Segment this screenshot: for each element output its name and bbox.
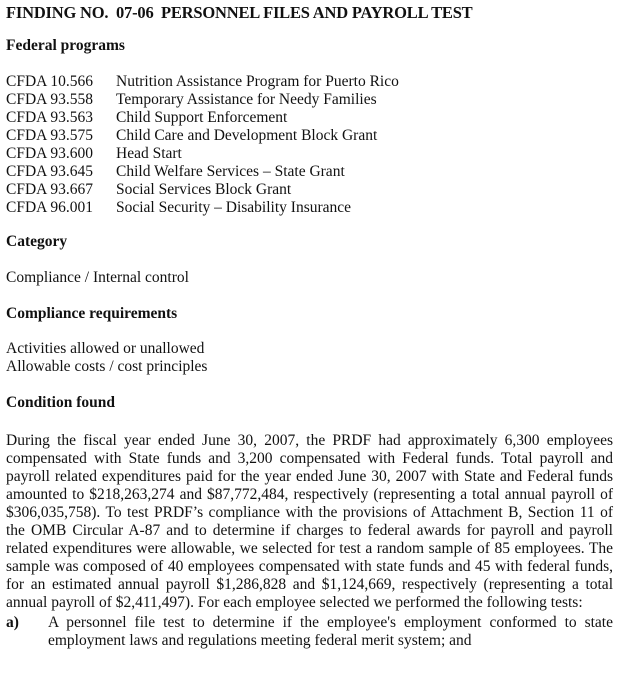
program-row: [6, 91, 399, 109]
program-row: [6, 73, 399, 91]
program-row: [6, 199, 399, 217]
compliance-requirement-item: Activities allowed or unallowed: [6, 340, 205, 357]
program-name: Head Start: [116, 145, 182, 162]
cfda-code: CFDA 93.563: [6, 109, 93, 126]
cfda-code: CFDA 93.645: [6, 163, 93, 180]
program-row: [6, 181, 399, 199]
condition-found-heading: Condition found: [6, 394, 115, 411]
program-name: Nutrition Assistance Program for Puerto Rico: [116, 73, 399, 90]
program-row: [6, 145, 399, 163]
cfda-code: CFDA 93.575: [6, 127, 93, 144]
paragraph-line: annual payroll of $2,411,497). For each employee selected we performed the following tests:: [6, 594, 583, 611]
finding-title: PERSONNEL FILES AND PAYROLL TEST: [161, 3, 473, 22]
finding-label: FINDING NO.: [6, 3, 109, 22]
condition-found-paragraph: [6, 432, 613, 612]
finding-number: 07-06: [116, 3, 154, 22]
federal-programs-heading: Federal programs: [6, 37, 125, 54]
cfda-code: CFDA 93.558: [6, 91, 93, 108]
test-item-label: a): [6, 614, 19, 631]
test-item-line: A personnel file test to determine if the employee's employment conformed to state: [48, 614, 613, 631]
program-name: Child Support Enforcement: [116, 109, 288, 126]
federal-programs-list: [6, 73, 399, 217]
paragraph-line: for an estimated annual payroll $1,286,828 and $1,124,669, respectively (representing a total: [6, 576, 613, 593]
paragraph-line: the OMB Circular A-87 and to determine if charges to federal awards for payroll and payroll: [6, 522, 613, 539]
cfda-code: CFDA 10.566: [6, 73, 93, 90]
paragraph-line: amounted to $218,263,274 and $87,772,484, respectively (representing a total annual payroll of: [6, 486, 613, 503]
compliance-requirements-heading: Compliance requirements: [6, 305, 178, 322]
paragraph-line: $306,035,758). To test PRDF’s compliance with the provisions of Attachment B, Section 11 of: [6, 504, 613, 521]
program-row: [6, 127, 399, 145]
program-name: Child Welfare Services – State Grant: [116, 163, 345, 180]
finding-header: [6, 3, 473, 23]
paragraph-line: During the fiscal year ended June 30, 2007, the PRDF had approximately 6,300 employees: [6, 432, 613, 449]
cfda-code: CFDA 93.667: [6, 181, 93, 198]
paragraph-line: compensated with State funds and 3,200 compensated with Federal funds. Total payroll and: [6, 450, 613, 467]
program-name: Child Care and Development Block Grant: [116, 127, 378, 144]
cfda-code: CFDA 96.001: [6, 199, 93, 216]
program-name: Social Security – Disability Insurance: [116, 199, 352, 216]
paragraph-line: related expenditures were allowable, we selected for test a random sample of 85 employees. The: [6, 540, 613, 557]
program-row: [6, 109, 399, 127]
compliance-requirement-item: Allowable costs / cost principles: [6, 358, 208, 375]
program-name: Social Services Block Grant: [116, 181, 292, 198]
test-item-line: employment laws and regulations meeting federal merit system; and: [48, 632, 472, 649]
test-item-body: [48, 614, 613, 650]
cfda-code: CFDA 93.600: [6, 145, 93, 162]
program-row: [6, 163, 399, 181]
paragraph-line: payroll related expenditures paid for the year ended June 30, 2007 with State and Federal funds: [6, 468, 613, 485]
program-name: Temporary Assistance for Needy Families: [116, 91, 377, 108]
category-heading: Category: [6, 233, 68, 250]
paragraph-line: sample was composed of 40 employees compensated with state funds and 45 with federal funds,: [6, 558, 613, 575]
category-value: Compliance / Internal control: [6, 269, 189, 286]
